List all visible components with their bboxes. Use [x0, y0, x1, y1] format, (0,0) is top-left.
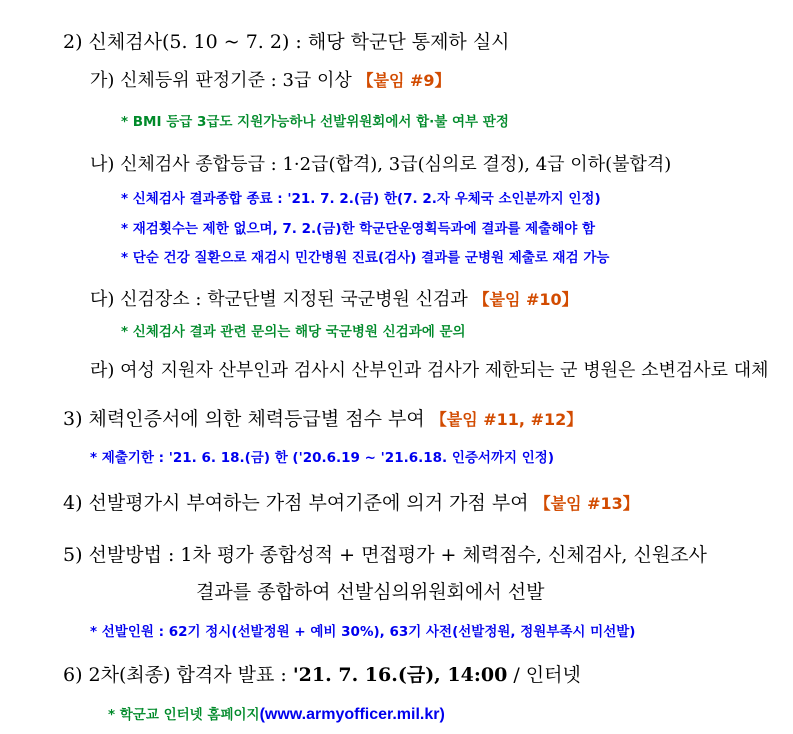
exam-note-3: * 단순 건강 질환으로 재검시 민간병원 진료(검사) 결과를 군병원 제출로 재검 가능 — [121, 250, 610, 266]
attachment-tag-10: 【붙임 #10】 — [473, 290, 578, 309]
section-2-ga-text: 가) 신체등위 판정기준 : 3급 이상 — [90, 70, 358, 91]
exam-note-2: * 재검횟수는 제한 없으며, 7. 2.(금)한 학군단운영획득과에 결과를 제출해야 함 — [121, 221, 596, 237]
section-6-suffix: / 인터넷 — [507, 664, 581, 686]
section-3-text: 3) 체력인증서에 의한 체력등급별 점수 부여 — [63, 408, 431, 430]
attachment-tag-11-12: 【붙임 #11, #12】 — [430, 410, 583, 429]
homepage-url-link[interactable]: (www.armyofficer.mil.kr) — [259, 706, 445, 723]
announcement-date: '21. 7. 16.(금), 14:00 — [292, 664, 508, 686]
section-2-da-text: 다) 신검장소 : 학군단별 지정된 국군병원 신검과 — [90, 289, 474, 310]
attachment-tag-13: 【붙임 #13】 — [534, 494, 639, 513]
section-2-title: 2) 신체검사(5. 10 ~ 7. 2) : 해당 학군단 통제하 실시 — [63, 31, 510, 53]
bmi-note: * BMI 등급 3급도 지원가능하나 선발위원회에서 합·불 여부 판정 — [121, 114, 509, 130]
section-4-text: 4) 선발평가시 부여하는 가점 부여기준에 의거 가점 부여 — [63, 492, 535, 514]
section-3 — [63, 404, 582, 431]
section-4 — [63, 488, 639, 515]
section-6 — [63, 660, 581, 687]
section-5-text-cont: 결과를 종합하여 선발심의위원회에서 선발 — [196, 581, 545, 603]
section-2-ga — [90, 66, 451, 92]
selection-count-note: * 선발인원 : 62기 정시(선발정원 + 예비 30%), 63기 사전(선발정원, 정원부족시 미선발) — [90, 624, 636, 640]
homepage-note-prefix: * 학군교 인터넷 홈페이지 — [108, 707, 260, 723]
exam-note-1: * 신체검사 결과종합 종료 : '21. 7. 2.(금) 한(7. 2.자 우체국 소인분까지 인정) — [121, 191, 601, 207]
hospital-inquiry-note: * 신체검사 결과 관련 문의는 해당 국군병원 신검과에 문의 — [121, 324, 466, 340]
attachment-tag-9: 【붙임 #9】 — [357, 71, 451, 90]
section-2-da — [90, 285, 578, 311]
submission-deadline-note: * 제출기한 : '21. 6. 18.(금) 한 ('20.6.19 ~ '21.6.18. 인증서까지 인정) — [90, 450, 555, 466]
homepage-note — [108, 703, 445, 724]
section-2-ra-text: 라) 여성 지원자 산부인과 검사시 산부인과 검사가 제한되는 군 병원은 소변검사로 대체 — [90, 360, 769, 381]
section-2-na-text: 나) 신체검사 종합등급 : 1·2급(합격), 3급(심의로 결정), 4급 이하(불합격) — [90, 154, 672, 175]
section-5-text: 5) 선발방법 : 1차 평가 종합성적 + 면접평가 + 체력점수, 신체검사, 신원조사 — [63, 544, 707, 566]
section-6-prefix: 6) 2차(최종) 합격자 발표 : — [63, 664, 293, 686]
